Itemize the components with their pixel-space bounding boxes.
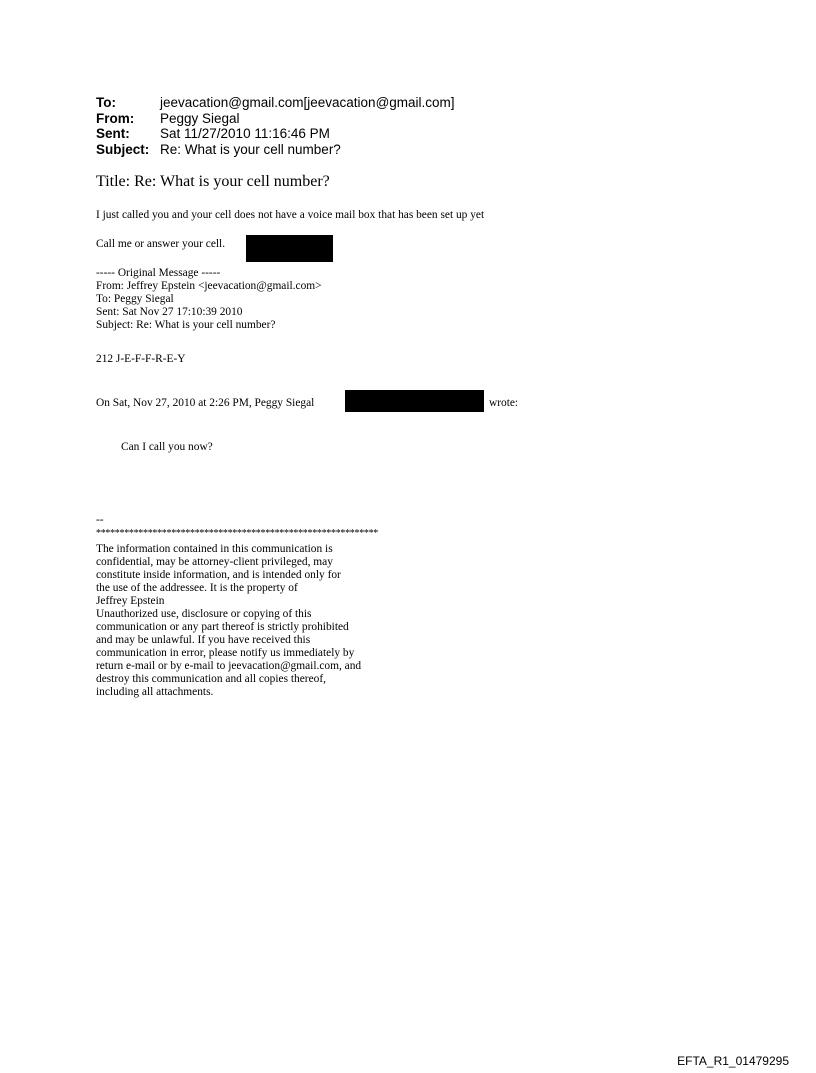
redaction-box-phone bbox=[246, 235, 333, 262]
original-from: From: Jeffrey Epstein <jeevacation@gmail.com> bbox=[96, 280, 322, 292]
original-divider: ----- Original Message ----- bbox=[96, 267, 221, 279]
original-sent: Sent: Sat Nov 27 17:10:39 2010 bbox=[96, 306, 243, 318]
disclaimer-line: constitute inside information, and is intended only for bbox=[96, 569, 341, 581]
disclaimer-line: and may be unlawful. If you have received this bbox=[96, 634, 311, 646]
original-to: To: Peggy Siegal bbox=[96, 293, 174, 305]
sent-value: Sat 11/27/2010 11:16:46 PM bbox=[160, 126, 330, 141]
disclaimer-line: destroy this communication and all copies thereof, bbox=[96, 673, 326, 685]
to-value: jeevacation@gmail.com[jeevacation@gmail.com] bbox=[160, 95, 455, 110]
from-label: From: bbox=[96, 110, 135, 126]
quote-intro-end: wrote: bbox=[489, 397, 519, 409]
body-line-2: Call me or answer your cell. bbox=[96, 238, 226, 250]
signature-dashes: -- bbox=[96, 514, 104, 526]
email-header bbox=[96, 95, 455, 157]
to-label: To: bbox=[96, 95, 116, 110]
disclaimer-line: confidential, may be attorney-client privileged, may bbox=[96, 556, 333, 568]
disclaimer-block bbox=[96, 543, 361, 699]
sent-row bbox=[96, 126, 455, 142]
to-row bbox=[96, 95, 455, 111]
quoted-text: Can I call you now? bbox=[121, 441, 213, 453]
document-id: EFTA_R1_01479295 bbox=[677, 1054, 789, 1068]
body-line-1: I just called you and your cell does not have a voice mail box that has been set up yet bbox=[96, 209, 485, 221]
message-title: Title: Re: What is your cell number? bbox=[96, 173, 330, 190]
disclaimer-line: Jeffrey Epstein bbox=[96, 595, 165, 607]
disclaimer-line: communication or any part thereof is strictly prohibited bbox=[96, 621, 349, 633]
subject-value: Re: What is your cell number? bbox=[160, 141, 341, 157]
subject-row bbox=[96, 142, 455, 158]
disclaimer-line: The information contained in this communication is bbox=[96, 543, 333, 555]
disclaimer-line: including all attachments. bbox=[96, 686, 214, 698]
sent-label: Sent: bbox=[96, 126, 130, 141]
from-row bbox=[96, 111, 455, 127]
original-subject: Subject: Re: What is your cell number? bbox=[96, 319, 276, 331]
from-value: Peggy Siegal bbox=[160, 110, 240, 126]
disclaimer-line: communication in error, please notify us immediately by bbox=[96, 647, 355, 659]
disclaimer-line: the use of the addressee. It is the property of bbox=[96, 582, 298, 594]
redaction-box-email bbox=[345, 390, 484, 412]
disclaimer-line: return e-mail or by e-mail to jeevacation@gmail.com, and bbox=[96, 660, 362, 672]
disclaimer-line: Unauthorized use, disclosure or copying of this bbox=[96, 608, 312, 620]
quote-intro: On Sat, Nov 27, 2010 at 2:26 PM, Peggy Siegal bbox=[96, 397, 315, 409]
reply-text: 212 J-E-F-F-R-E-Y bbox=[96, 353, 186, 365]
subject-label: Subject: bbox=[96, 141, 150, 157]
signature-stars: ************************************************************ bbox=[96, 528, 379, 539]
